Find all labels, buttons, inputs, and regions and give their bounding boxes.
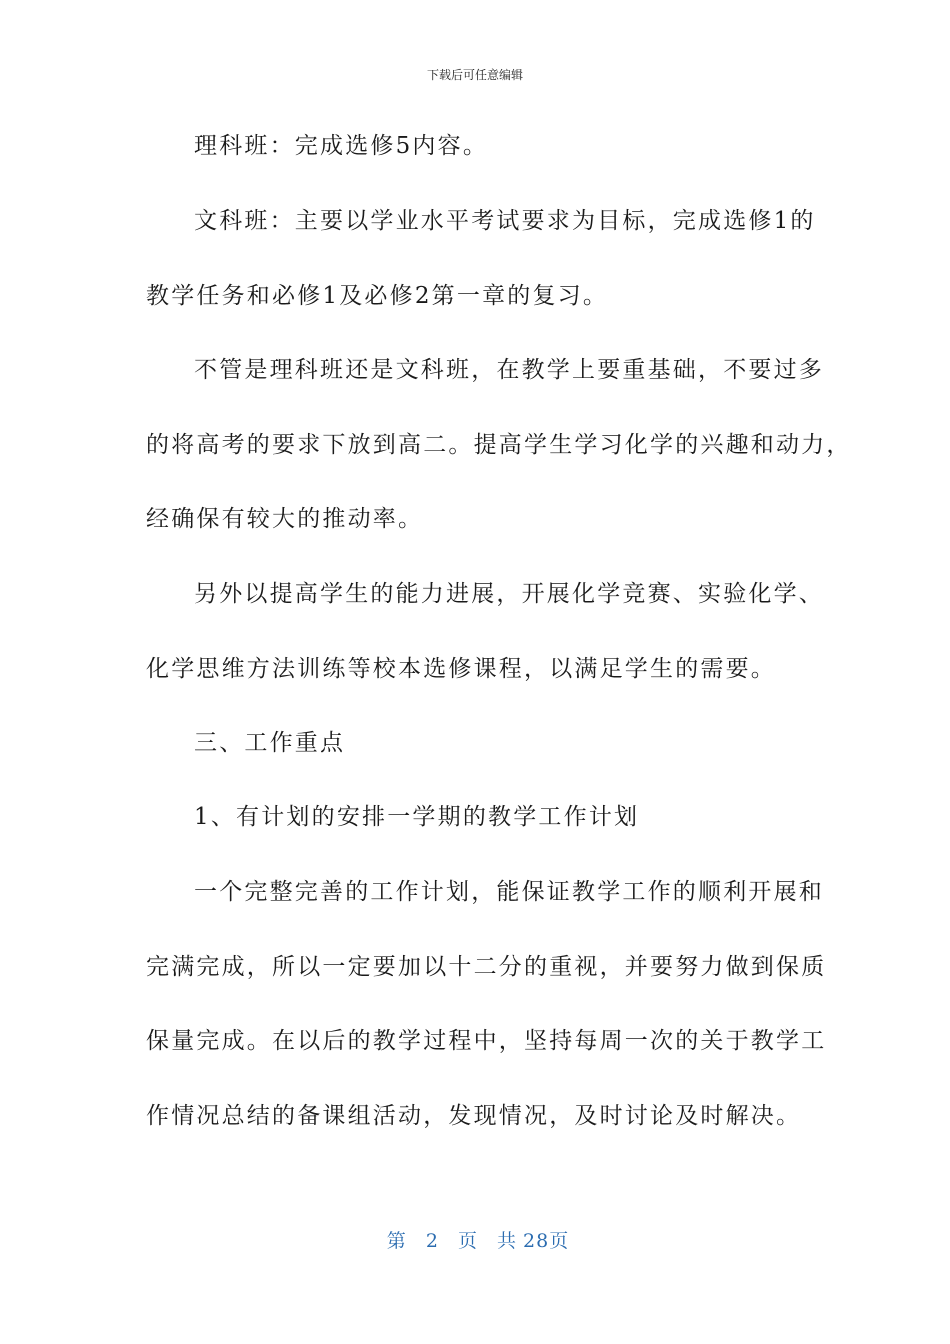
total-label: 共 xyxy=(497,1230,518,1252)
subsection-heading: 1、有计划的安排一学期的教学工作计划 xyxy=(194,804,640,830)
page-label-prefix: 第 xyxy=(386,1230,407,1252)
header-note: 下载后可任意编辑 xyxy=(426,68,523,82)
paragraph-line: 文科班：主要以学业水平考试要求为目标，完成选修1的 xyxy=(194,208,816,234)
paragraph-line: 一个完整完善的工作计划，能保证教学工作的顺利开展和 xyxy=(194,879,824,905)
paragraph-line: 化学思维方法训练等校本选修课程，以满足学生的需要。 xyxy=(146,656,776,682)
section-heading: 三、工作重点 xyxy=(194,730,346,756)
page-label-suffix: 页 xyxy=(549,1230,570,1252)
paragraph-line: 作情况总结的备课组活动，发现情况，及时讨论及时解决。 xyxy=(146,1103,802,1129)
paragraph-line: 不管是理科班还是文科班，在教学上要重基础，不要过多 xyxy=(194,357,824,383)
paragraph-line: 保量完成。在以后的教学过程中，坚持每周一次的关于教学工 xyxy=(146,1028,827,1054)
page-footer xyxy=(0,1226,950,1253)
paragraph-line: 完满完成，所以一定要加以十二分的重视，并要努力做到保质 xyxy=(146,954,827,980)
paragraph-line: 另外以提高学生的能力进展，开展化学竞赛、实验化学、 xyxy=(194,581,824,607)
total-pages-number: 28 xyxy=(523,1230,550,1252)
paragraph-line: 的将高考的要求下放到高二。提高学生学习化学的兴趣和动力， xyxy=(146,432,852,458)
paragraph-line: 经确保有较大的推动率。 xyxy=(146,506,424,532)
paragraph-line: 理科班：完成选修5内容。 xyxy=(194,133,489,159)
current-page-number: 2 xyxy=(425,1230,439,1252)
paragraph-line: 教学任务和必修1及必修2第一章的复习。 xyxy=(146,283,609,309)
page-label-mid: 页 xyxy=(457,1230,478,1252)
